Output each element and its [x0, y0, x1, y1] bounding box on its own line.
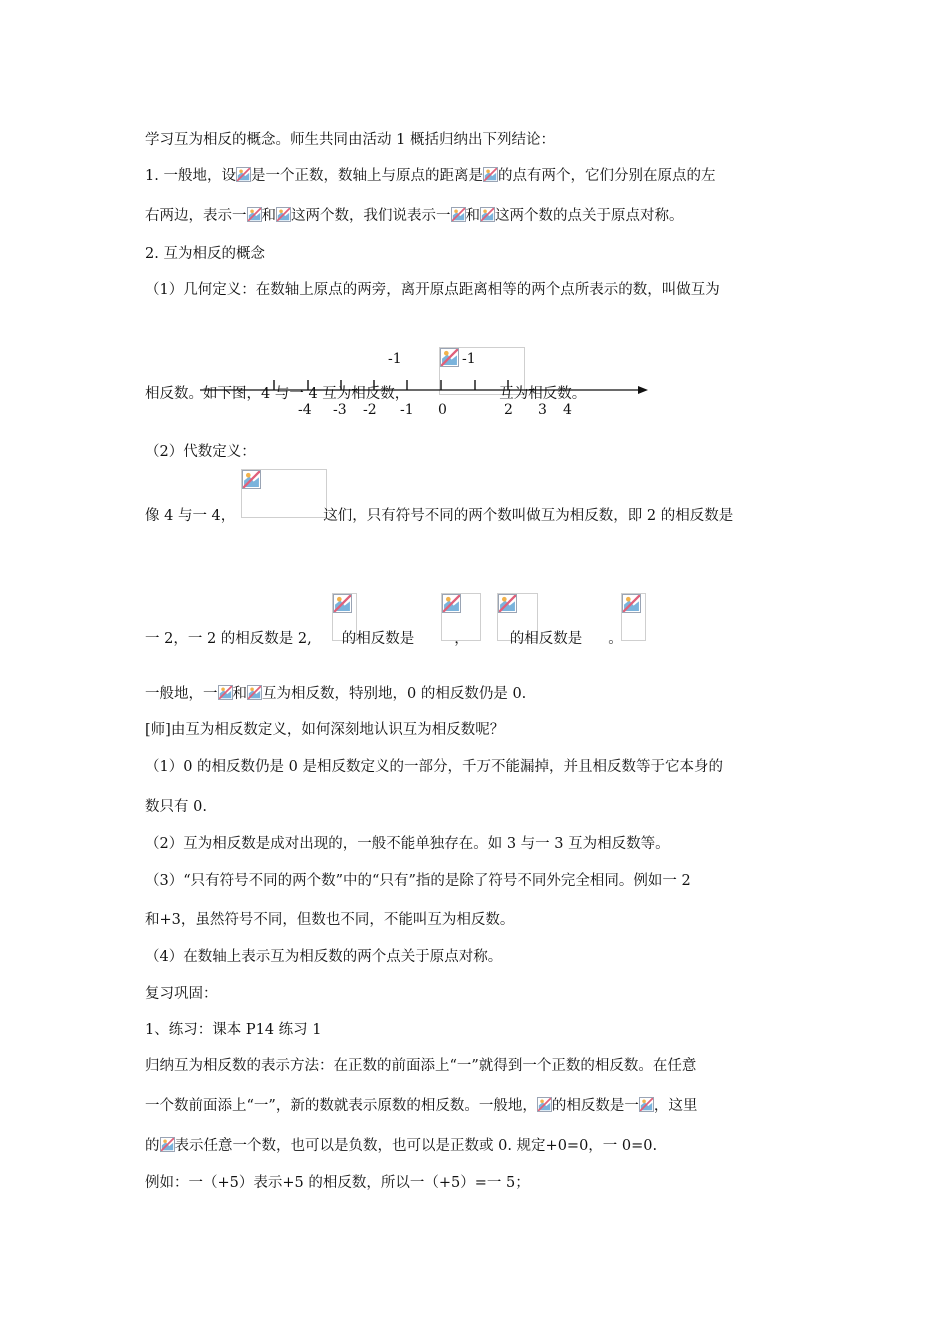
formula-image-icon [483, 167, 498, 182]
number-line-top-label: -1 [388, 351, 402, 367]
formula-image-icon [247, 685, 262, 700]
summary-line-2: 一个数前面添上“一”，新的数就表示原数的相反数。一般地， 的相反数是一 ，这里 [145, 1098, 698, 1114]
algebraic-definition-line: 像 4 与一 4， 这们，只有符号不同的两个数叫做互为相反数，即 2 的相反数是 [145, 508, 734, 524]
formula-image-icon [498, 594, 517, 613]
point-1-line-1: （1）0 的相反数仍是 0 是相反数定义的一部分，千万不能漏掉，并且相反数等于它本身的 [145, 759, 723, 775]
tick-label: 4 [563, 402, 572, 418]
tick-label: 0 [438, 402, 447, 418]
formula-image-icon [480, 207, 495, 222]
tick-label: -2 [363, 402, 377, 418]
formula-image-icon [236, 167, 251, 182]
teacher-question: [师]由互为相反数定义，如何深刻地认识互为相反数呢？ [145, 722, 505, 738]
formula-image-icon [537, 1097, 552, 1112]
summary-line-1: 归纳互为相反数的表示方法：在正数的前面添上“一”就得到一个正数的相反数。在任意 [145, 1058, 697, 1074]
formula-image-icon [333, 594, 352, 613]
formula-image-placeholder [621, 593, 646, 641]
formula-image-icon [218, 685, 233, 700]
conclusion-1-line-2: 右两边，表示一 和 这两个数，我们说表示一 和 这两个数的点关于原点对称。 [145, 208, 684, 224]
tick-label: -3 [333, 402, 347, 418]
formula-image-icon [451, 207, 466, 222]
review-heading: 复习巩固： [145, 986, 218, 1002]
formula-image-icon [440, 348, 459, 367]
formula-image-icon [639, 1097, 654, 1112]
algebraic-definition-heading: （2）代数定义： [145, 444, 256, 460]
formula-image-icon [242, 470, 261, 489]
tick-label: -4 [298, 402, 312, 418]
number-line-top-label-right: -1 [462, 351, 476, 367]
formula-image-icon [247, 207, 262, 222]
geometric-definition-line: （1）几何定义：在数轴上原点的两旁，离开原点距离相等的两个点所表示的数，叫做互为 [145, 282, 720, 298]
point-3-line-1: （3）“只有符号不同的两个数”中的“只有”指的是除了符号不同外完全相同。例如一 2 [145, 873, 691, 889]
formula-image-icon [442, 594, 461, 613]
point-1-line-2: 数只有 0. [145, 799, 207, 815]
example-line: 例如：一（+5）表示+5 的相反数，所以一（+5）=一 5； [145, 1175, 530, 1191]
geometric-definition-line-2: 相反数。如下图，4 与一 4 互为相反数， 互为相反数。 [145, 386, 587, 402]
exercise-line: 1、练习：课本 P14 练习 1 [145, 1022, 322, 1038]
general-statement-line: 一般地，一 和 互为相反数，特别地，0 的相反数仍是 0. [145, 686, 527, 702]
summary-line-3: 的 表示任意一个数，也可以是负数，也可以是正数或 0. 规定+0=0，一 0=0. [145, 1138, 658, 1154]
conclusion-1-line-1: 1. 一般地，设 是一个正数，数轴上与原点的距离是 的点有两个，它们分别在原点的左 [145, 168, 716, 184]
formula-image-icon [622, 594, 641, 613]
tick-label: 3 [538, 402, 547, 418]
tick-label: 2 [504, 402, 513, 418]
number-line-axis [200, 378, 650, 402]
opposite-examples-line: 一 2，一 2 的相反数是 2, 的相反数是 ， 的相反数是 。 [145, 631, 623, 647]
tick-label: -1 [400, 402, 414, 418]
point-3-line-2: 和+3，虽然符号不同，但数也不同，不能叫互为相反数。 [145, 912, 515, 928]
section-heading-opposite-concept: 2. 互为相反的概念 [145, 246, 265, 262]
point-2: （2）互为相反数是成对出现的，一般不能单独存在。如 3 与一 3 互为相反数等。 [145, 836, 670, 852]
intro-paragraph: 学习互为相反的概念。师生共同由活动 1 概括归纳出下列结论： [145, 132, 555, 148]
formula-image-icon [276, 207, 291, 222]
point-4: （4）在数轴上表示互为相反数的两个点关于原点对称。 [145, 949, 503, 965]
formula-image-icon [160, 1137, 175, 1152]
